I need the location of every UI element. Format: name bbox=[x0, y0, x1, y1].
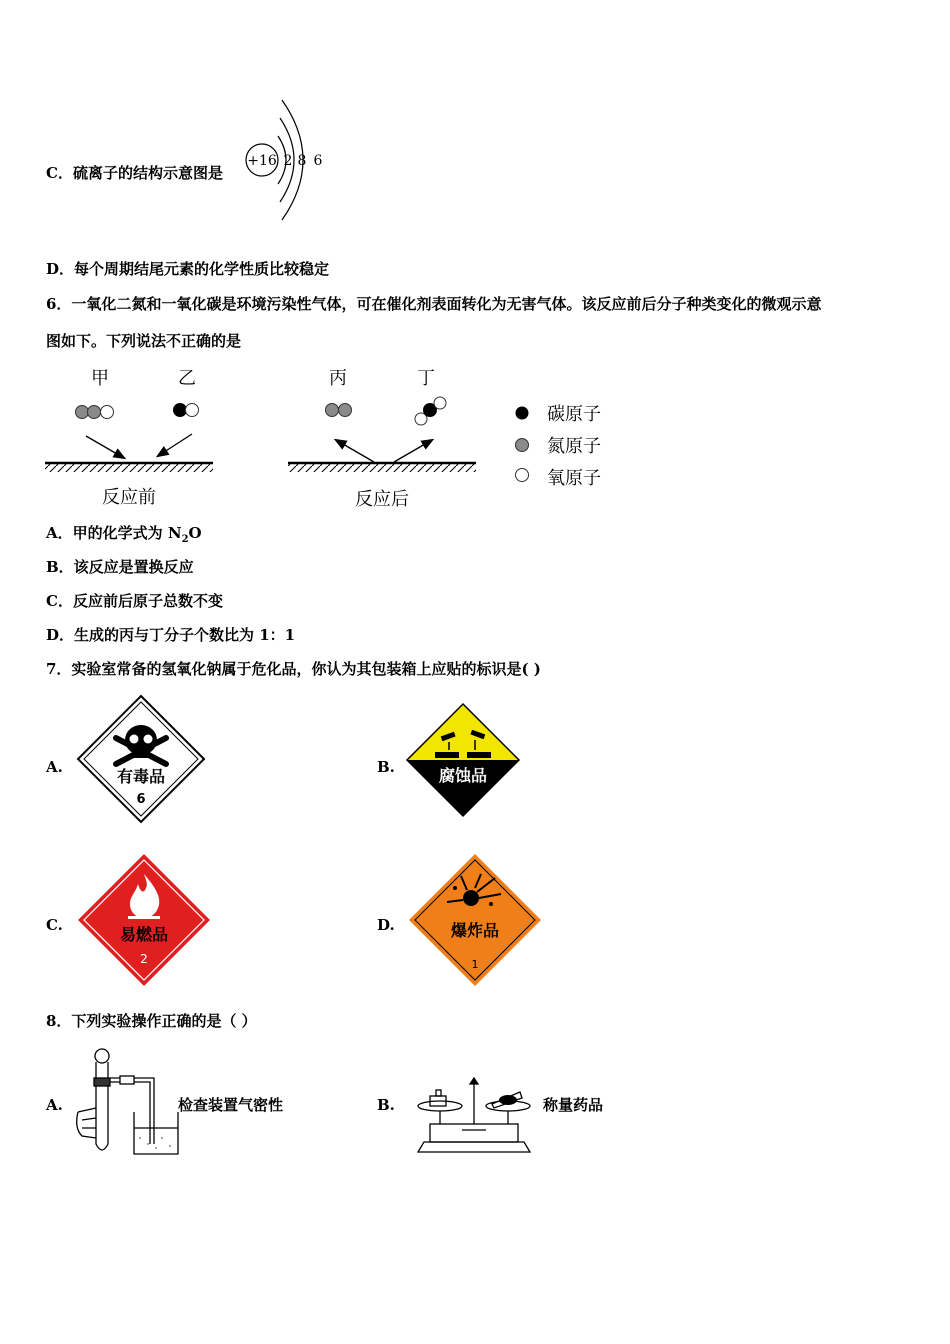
arrow-bing-out bbox=[336, 440, 374, 462]
toxic-sign bbox=[76, 694, 206, 824]
q8-label-a: A. bbox=[46, 1096, 63, 1114]
q5-option-c: C．硫离子的结构示意图是 bbox=[46, 164, 223, 182]
q8-label-b: B. bbox=[377, 1096, 395, 1114]
q6-stem-line2: 图如下。下列说法不正确的是 bbox=[46, 332, 242, 350]
airtightness-check-apparatus bbox=[72, 1048, 180, 1160]
q6-option-b: B．该反应是置换反应 bbox=[46, 558, 194, 576]
q8-option-a-text: 检查装置气密性 bbox=[178, 1096, 284, 1114]
sulfur-ion-structure-diagram bbox=[242, 96, 332, 226]
label-yi: 乙 bbox=[178, 368, 196, 389]
corrosive-sign bbox=[405, 702, 521, 818]
flammable-sign-text: 易燃品 bbox=[119, 925, 169, 944]
arrow-ding-out bbox=[394, 440, 432, 462]
label-bing: 丙 bbox=[329, 368, 347, 389]
label-before-reaction: 反应前 bbox=[102, 487, 156, 508]
q8-stem: 8．下列实验操作正确的是（ ） bbox=[46, 1012, 257, 1030]
explosive-sign-text: 爆炸品 bbox=[450, 921, 500, 940]
explosive-sign-number: 1 bbox=[471, 958, 479, 971]
flammable-sign bbox=[76, 852, 212, 988]
q7-stem: 7．实验室常备的氢氧化钠属于危化品，你认为其包装箱上应贴的标识是( ) bbox=[46, 660, 541, 678]
q7-label-b: B. bbox=[377, 758, 395, 776]
q6-option-c: C．反应前后原子总数不变 bbox=[46, 592, 223, 610]
molecule-ding bbox=[415, 397, 446, 425]
toxic-sign-number: 6 bbox=[136, 792, 146, 807]
label-ding: 丁 bbox=[417, 368, 435, 389]
q6-stem-line1: 6．一氧化二氮和一氧化碳是环境污染性气体，可在催化剂表面转化为无害气体。该反应前后分子种类变化的微观示意 bbox=[46, 295, 822, 313]
atom-legend bbox=[516, 404, 602, 489]
q7-label-c: C. bbox=[46, 916, 63, 934]
reaction-micro-diagram bbox=[40, 362, 630, 514]
q6-option-d: D．生成的丙与丁分子个数比为 1：1 bbox=[46, 626, 296, 644]
explosive-sign bbox=[407, 852, 543, 988]
arrow-jia-in bbox=[86, 436, 124, 458]
molecule-jia bbox=[76, 406, 114, 419]
q5-option-d: D．每个周期结尾元素的化学性质比较稳定 bbox=[46, 260, 330, 278]
nucleus-charge: +16 bbox=[247, 153, 277, 169]
molecule-bing bbox=[326, 404, 352, 417]
q8-option-b-text: 称量药品 bbox=[543, 1096, 604, 1114]
molecule-yi bbox=[174, 404, 199, 417]
q7-label-d: D. bbox=[377, 916, 395, 934]
shell-1-count: 2 bbox=[283, 153, 293, 169]
legend-oxygen: 氧原子 bbox=[547, 468, 601, 489]
balance-scale-apparatus bbox=[410, 1074, 538, 1160]
shell-2-count: 8 bbox=[297, 153, 307, 169]
label-after-reaction: 反应后 bbox=[355, 489, 409, 510]
corrosive-sign-text: 腐蚀品 bbox=[438, 766, 488, 785]
legend-nitrogen: 氮原子 bbox=[547, 436, 601, 457]
q7-label-a: A. bbox=[46, 758, 63, 776]
catalyst-surface-after bbox=[288, 463, 476, 472]
catalyst-surface-before bbox=[45, 463, 213, 472]
flammable-sign-number: 2 bbox=[140, 952, 148, 966]
legend-carbon: 碳原子 bbox=[547, 404, 601, 425]
label-jia: 甲 bbox=[91, 368, 109, 389]
arrow-yi-in bbox=[158, 434, 192, 456]
toxic-sign-text: 有毒品 bbox=[116, 767, 166, 786]
shell-3-count: 6 bbox=[313, 153, 323, 169]
q6-option-a: A．甲的化学式为 $N_2O$ bbox=[46, 524, 202, 545]
